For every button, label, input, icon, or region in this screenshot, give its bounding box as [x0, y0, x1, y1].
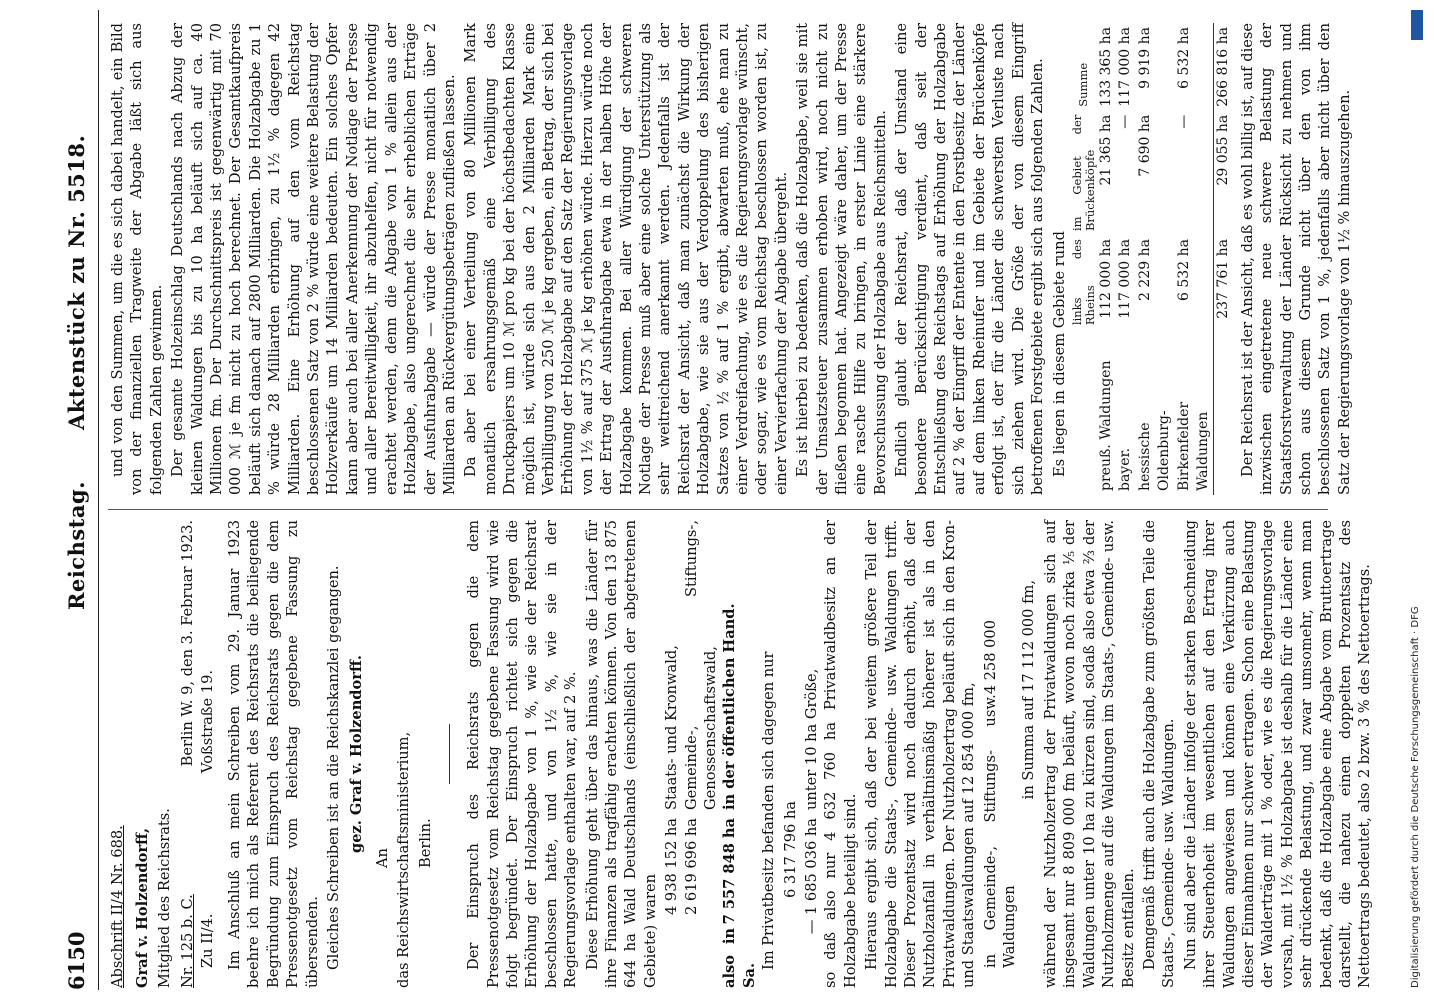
addressee-3: Berlin.	[416, 818, 434, 868]
table-cell: Oldenburg-Birkenfelder Waldungen	[1156, 401, 1211, 491]
reference-row	[178, 520, 197, 988]
table-cell: 9 919 ha	[1136, 27, 1153, 89]
forest-row-3-value: 7 557 848 ha	[721, 818, 739, 925]
margin-note: Digitalisierung gefördert durch die Deutsche Forschungsgemeinschaft · DFG	[1410, 606, 1421, 988]
table-header-cell: Summe	[1076, 62, 1091, 107]
body-paragraph-3: Der Einspruch des Reichsrats gegen die dem Pressenotgesetz vom Reichstag gegebene Fassung wird wie folgt begründet. Der Einspruch richtet sich gegen die Erhöhung der Holzabgabe von 1 %, wie sie der Reichsrat beschlossen hatte, und von 1½ %, wie sie in der Regierungsvorlage enthalten war, auf 2 %.	[465, 520, 580, 988]
right-paragraph-3: Da aber bei einer Verteilung von 80 Millionen Mark monatlich ersahrungsgemäß eine Verbilligung des Druckpapiers um 10 ℳ pro kg bei der höchstbedachten Klasse möglich ist, würde sich aus den 2 Milliarden Mark eine Verbilligung von 250 ℳ je kg ergeben, ein Betrag, der sich bei Erhöhung der Holzabgabe auf den Satz der Regierungsvorlage von 1½ % auf 375 ℳ je kg erhöhen würde. Hierzu würde noch der Ertrag der Ausfuhrabgabe etwa in der halben Höhe der Holzabgabe kommen. Bei aller Würdigung der schweren Notlage der Presse muß aber eine solche Unterstützung als sehr weitreichend anerkannt werden. Jedenfalls ist der Reichsrat der Ansicht, daß man zunächst die Wirkung der Holzabgabe, wie sie aus der Verdoppelung des bisherigen Satzes von ½ % auf 1 % ergibt, abwarten muß, ehe man zu einer Verdreifachung, wie es die Regierungsvorlage wünscht, oder sogar, wie es vom Reichstag beschlossen worden ist, zu einer Vervierfachung der Abgabe übergeht.	[462, 23, 790, 495]
sum-line: in Summa auf 17 112 000 fm,	[1020, 580, 1038, 800]
signature: gez. Graf v. Holzendorff.	[348, 655, 366, 854]
body-paragraph-8: Demgemäß trifft auch die Holzabgabe zum größten Teile die Staats-, Gemeinde- usw. Waldungen.	[1140, 520, 1178, 988]
reference-sub-row	[198, 520, 217, 988]
street-address: Voßstraße 19.	[198, 670, 216, 773]
right-paragraph-2: Der gesamte Holzeinschlag Deutschlands nach Abzug der kleinen Waldungen bis zu 10 ha beläuft sich auf ca. 40 Millionen fm. Der Durchschnittspreis ist gegenwärtig mit 70 000 ℳ je fm nicht zu hoch berechnet. Der Gesamtkaufpreis beläuft sich danach auf 2800 Milliarden. Die Holzabgabe zu 1 % würde 28 Milliarden erbringen, zu 1½ % dagegen 42 Milliarden. Eine Erhöhung auf den vom Reichstag beschlossenen Satz von 2 % würde eine weitere Belastung der Holzverkäufe um 14 Milliarden bedeuten. Ein solches Opfer kann aber auch bei aller Anerkennung der Notlage der Presse und aller Bereitwilligkeit, ihr abzuhelfen, nicht für notwendig erachtet werden, denn die Abgabe von 1 % allein aus der Holzabgabe, also ungerechnet die sehr erheblichen Erträge der Ausfuhrabgabe — würde der Presse monatlich über 2 Milliarden an Rückvergütungsbeträgen zufließen lassen.	[169, 23, 458, 495]
private-small-label: unter 10 ha Größe,	[803, 668, 820, 810]
table-row	[1116, 23, 1135, 495]
page-header	[58, 10, 99, 990]
table-cell: bayer.	[1117, 447, 1134, 491]
table-cell: —	[1175, 114, 1192, 129]
rotated-document-page	[52, 0, 1374, 1000]
addressee-2: das Reichswirtschaftsministerium,	[395, 731, 413, 988]
right-paragraph-6: Es liegen in diesem Gebiete rund	[1050, 231, 1068, 477]
table-row	[1136, 23, 1155, 495]
right-paragraph-4: Es ist hierbei zu bedenken, daß die Holzabgabe, weil sie mit der Umsatzsteuer zusammen erhoben wird, noch nicht zu fließen begonnen hat. Angezeigt wäre daher, um der Presse eine rasche Hilfe zu bringen, in erster Linie eine stärkere Bevorschussung der Holzabgabe aus Reichsmitteln.	[794, 23, 889, 495]
municipal-value: 4 258 000	[981, 620, 999, 695]
body-paragraph-7: während der Nutzholzertrag der Privatwaldungen sich auf insgesamt nur 8 809 000 fm beläuft, wovon noch zirka ⅕ der Waldungen unter 10 ha zu kürzen sind, sodaß also etwa ⅔ der Nutzholzmenge auf die Waldungen im Staats-, Gemeinde- usw. Besitz entfallen.	[1041, 520, 1137, 988]
table-cell: 21 365 ha	[1097, 114, 1114, 186]
column-divider	[108, 509, 1328, 510]
private-intro: Im Privatbesitz befanden sich dagegen nur	[760, 651, 778, 970]
reference-sub: Zu II/4.	[198, 913, 216, 968]
right-paragraph-7: Der Reichsrat ist der Ansicht, daß es wohl billig ist, auf diese inzwischen eingetretene neue schwere Belastung der Staatsforstverwaltung der Länder Rücksicht zu nehmen und schon aus diesem Grunde nicht über den von ihm beschlossenen Satz von 1 %, jedenfalls aber nicht über den Satz der Regierungsvorlage von 1½ % hinauszugehen.	[1238, 23, 1353, 495]
table-header-cell: links des Rheins	[1069, 239, 1097, 326]
municipal-label: in Gemeinde-, Stiftungs- usw. Waldungen	[981, 694, 1019, 968]
letter-paragraph-1: Im Anschluß an mein Schreiben vom 29. Januar 1923 beehre ich mich als Referent des Reichsrats die beiliegende Begründung zum Einspruch des Reichsrats gegen die dem Pressenotgesetz vom Reichstag gegebene Fassung zu übersenden.	[226, 520, 321, 988]
forest-row-2	[682, 520, 721, 988]
table-cell: 29 055 ha	[1215, 114, 1232, 186]
table-header-cell	[1071, 329, 1097, 495]
table-cell: 7 690 ha	[1136, 114, 1153, 177]
forest-row-1-value: 4 938 152 ha	[663, 818, 681, 916]
table-cell: hessische	[1136, 422, 1153, 491]
right-paragraph-1: und von den Summen, um die es sich dabei handelt, ein Bild von der finanziellen Tragweite der Abgabe läßt sich aus folgenden Zahlen gewinnen.	[109, 23, 165, 495]
sender-role: Mitglied des Reichsrats.	[155, 808, 173, 988]
forest-row-2-label: Gemeinde-, Stiftungs-, Genossenschaftswald,	[682, 520, 719, 810]
forest-row-1-label: Staats- und Kronwald,	[663, 645, 681, 810]
body-paragraph-9: Nun sind aber die Länder infolge der starken Beschneidung ihrer Steuerhoheit im wesentlichen auf den Ertrag ihrer Waldungen angewiesen und können eine Verkürzung auch dieser Einnahmen nur schwer ertragen. Schon eine Belastung der Walderträge mit 1 % oder, wie es die Regierungsvorlage vorsah, mit 1½ % Holzabgabe ist deshalb für die Länder eine sehr drückende Belastung, und zwar umsomehr, wenn man bedenkt, daß die Holzabgabe eine Abgabe vom Bruttoertrage darstellt, die nahezu einen doppelten Prozentsatz des Nettoertrags bedeutet, also 2 bzw. 3 % des Nettoertrags.	[1181, 520, 1374, 988]
table-cell	[1214, 329, 1234, 495]
table-cell: preuß. Waldungen	[1097, 360, 1114, 491]
table-total-row	[1214, 23, 1234, 495]
table-cell: 112 000 ha	[1097, 239, 1114, 319]
table-row	[1155, 23, 1214, 495]
table-cell: —	[1117, 114, 1134, 129]
body-paragraph-6: Hieraus ergibt sich, daß der bei weitem größere Teil der Holzabgabe die Staats-, Gemeinde- usw. Waldungen trifft. Dieser Prozentsatz wird noch dadurch erhöht, daß der Nutzholzanfall in verhältnismäßig höherer ist als in den Privatwaldungen. Der Nutzholzertrag beläuft sich in den Kron- und Staatswaldungen auf 12 854 000 fm,	[863, 520, 978, 988]
table-cell: 6 532 ha	[1175, 27, 1192, 89]
right-column	[108, 23, 1356, 495]
table-cell: 133 365 ha	[1097, 27, 1114, 107]
private-small-row	[802, 520, 821, 988]
addressee-1: An	[373, 848, 391, 868]
table-header-row	[1071, 23, 1097, 495]
place-date: Berlin W. 9, den 3. Februar 1923.	[179, 520, 197, 767]
table-row	[1097, 23, 1116, 495]
table-header-cell: im Gebiet der Brückenköpfe	[1069, 114, 1097, 232]
table-cell: 117 000 ha	[1117, 239, 1134, 319]
table-cell: 237 761 ha	[1215, 239, 1232, 319]
copy-line: Abschrift II/4 Nr. 688.	[109, 825, 126, 988]
sender-name: Graf v. Holzendorff,	[134, 827, 152, 988]
table-cell: 117 000 ha	[1117, 27, 1134, 107]
forest-area-table	[1071, 23, 1234, 495]
margin-attribution	[1404, 8, 1430, 998]
letter-paragraph-2: Gleiches Schreiben ist an die Reichskanzlei gegangen.	[325, 565, 343, 970]
publication-title: Reichstag.	[64, 481, 89, 610]
forest-row-2-value: 2 619 696 ha	[682, 818, 700, 916]
table-cell: 266 816 ha	[1215, 27, 1232, 107]
forest-row-3-label: in der öffentlichen Hand.	[721, 603, 739, 810]
body-paragraph-4: Diese Erhöhung geht über das hinaus, was die Länder für ihre Finanzen als tragfähig erachten können. Von den 13 875 644 ha Wald Deutschlands (einschließlich der abgetretenen Gebiete) waren	[583, 520, 659, 988]
document-reference: Aktenstück zu Nr. 5518.	[64, 134, 89, 430]
section-divider	[449, 724, 450, 784]
page-number: 6150	[64, 931, 89, 990]
private-total: 6 317 796 ha	[781, 800, 799, 898]
private-small-value: — 1 685 036 ha	[803, 818, 820, 935]
forest-row-3-prefix: also in Sa.	[721, 928, 758, 988]
table-cell: 6 532 ha	[1175, 239, 1192, 301]
table-cell: 2 229 ha	[1136, 239, 1153, 301]
municipal-row	[981, 520, 1020, 988]
reference-number: Nr. 125 b. C.	[179, 894, 197, 988]
left-column	[108, 520, 1377, 988]
forest-row-3	[720, 520, 759, 988]
right-paragraph-5: Endlich glaubt der Reichsrat, daß der Umstand eine besondere Berücksichtigung verdient, daß seit der Entschließung des Reichstags auf Erhöhung der Holzabgabe auf 2 % der Eingriff der Entente in den Forstbesitz der Länder auf dem linken Rheinufer und im Gebiete der Brückenköpfe erfolgt ist, der für die Länder die schwersten Verluste nach sich ziehen wird. Die Größe der von diesem Eingriff betroffenen Forstgebiete ergibt sich aus folgenden Zahlen.	[893, 23, 1047, 495]
body-paragraph-5: so daß also nur 4 632 760 ha Privatwaldbesitz an der Holzabgabe beteiligt sind.	[822, 520, 859, 988]
forest-row-1	[662, 520, 681, 988]
